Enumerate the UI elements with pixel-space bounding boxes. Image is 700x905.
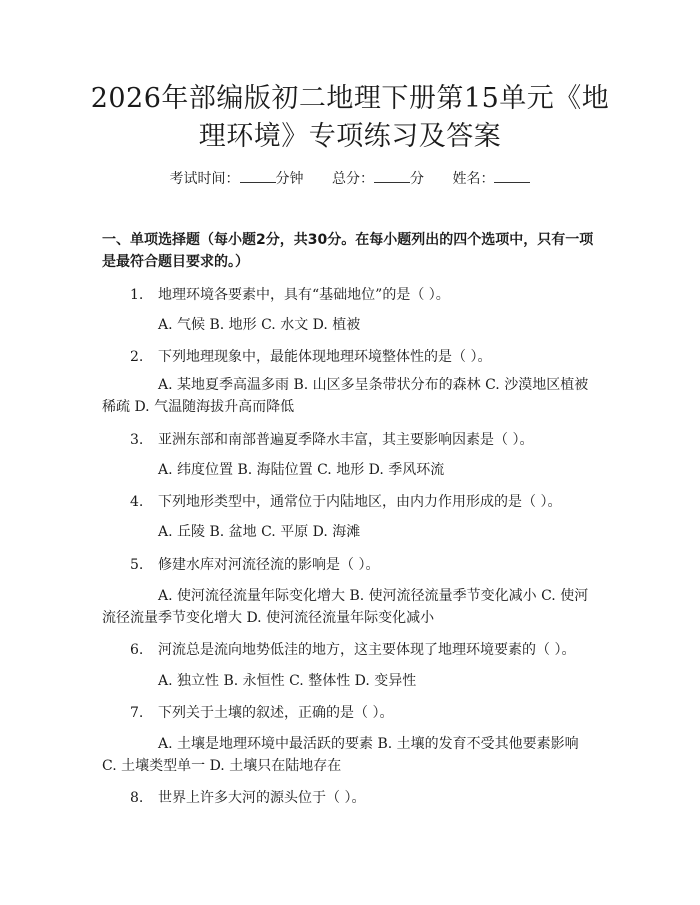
question-2-options: A. 某地夏季高温多雨 B. 山区多呈条带状分布的森林 C. 沙漠地区植被稀疏 D. 气温随海拔升高而降低 bbox=[102, 377, 589, 415]
exam-meta bbox=[0, 170, 700, 188]
question-number: 4. bbox=[130, 494, 144, 510]
time-blank bbox=[240, 170, 276, 183]
question-text: 修建水库对河流径流的影响是（ ）。 bbox=[158, 557, 380, 573]
question-text: 河流总是流向地势低洼的地方，这主要体现了地理环境要素的（ ）。 bbox=[158, 642, 576, 658]
name-blank bbox=[494, 170, 530, 183]
question-text: 亚洲东部和南部普遍夏季降水丰富，其主要影响因素是（ ）。 bbox=[158, 432, 534, 448]
question-5 bbox=[102, 555, 602, 575]
question-number: 6. bbox=[130, 642, 144, 658]
name-label: 姓名： bbox=[452, 171, 495, 187]
score-field bbox=[332, 171, 424, 187]
question-1 bbox=[102, 285, 602, 305]
question-3-options: A. 纬度位置 B. 海陆位置 C. 地形 D. 季风环流 bbox=[158, 462, 445, 478]
question-4-options: A. 丘陵 B. 盆地 C. 平原 D. 海滩 bbox=[158, 524, 361, 540]
time-unit: 分钟 bbox=[275, 171, 304, 187]
question-text: 世界上许多大河的源头位于（ ）。 bbox=[158, 790, 366, 806]
question-number: 8. bbox=[130, 790, 144, 806]
question-7-options: A. 土壤是地理环境中最活跃的要素 B. 土壤的发育不受其他要素影响 C. 土壤类型单一 D. 土壤只在陆地存在 bbox=[102, 736, 579, 774]
question-5-options: A. 使河流径流量年际变化增大 B. 使河流径流量季节变化减小 C. 使河流径流量季节变化增大 D. 使河流径流量年际变化减小 bbox=[102, 588, 589, 626]
score-unit: 分 bbox=[410, 171, 424, 187]
question-1-options: A. 气候 B. 地形 C. 水文 D. 植被 bbox=[158, 317, 361, 333]
section-heading: 一、单项选择题（每小题2分，共30分。在每小题列出的四个选项中，只有一项是最符合题目要求的。） bbox=[102, 232, 594, 270]
question-2 bbox=[102, 347, 602, 367]
question-number: 5. bbox=[130, 557, 144, 573]
question-number: 1. bbox=[130, 287, 144, 303]
question-text: 下列关于土壤的叙述，正确的是（ ）。 bbox=[158, 705, 394, 721]
score-blank bbox=[374, 170, 410, 183]
time-field bbox=[170, 171, 304, 187]
question-7 bbox=[102, 703, 602, 723]
time-label: 考试时间： bbox=[169, 171, 240, 187]
question-number: 7. bbox=[130, 705, 144, 721]
question-text: 地理环境各要素中，具有“基础地位”的是（ ）。 bbox=[158, 287, 450, 303]
question-6-options: A. 独立性 B. 永恒性 C. 整体性 D. 变异性 bbox=[158, 673, 417, 689]
page-title: 2026年部编版初二地理下册第15单元《地理环境》专项练习及答案 bbox=[90, 83, 610, 152]
name-field bbox=[452, 171, 530, 187]
question-4 bbox=[102, 492, 602, 512]
question-number: 3. bbox=[130, 432, 144, 448]
question-number: 2. bbox=[130, 349, 144, 365]
question-text: 下列地理现象中，最能体现地理环境整体性的是（ ）。 bbox=[158, 349, 492, 365]
score-label: 总分： bbox=[332, 171, 374, 187]
question-8 bbox=[102, 788, 602, 808]
question-6 bbox=[102, 640, 602, 660]
question-3 bbox=[102, 430, 602, 450]
question-text: 下列地形类型中，通常位于内陆地区，由内力作用形成的是（ ）。 bbox=[158, 494, 562, 510]
